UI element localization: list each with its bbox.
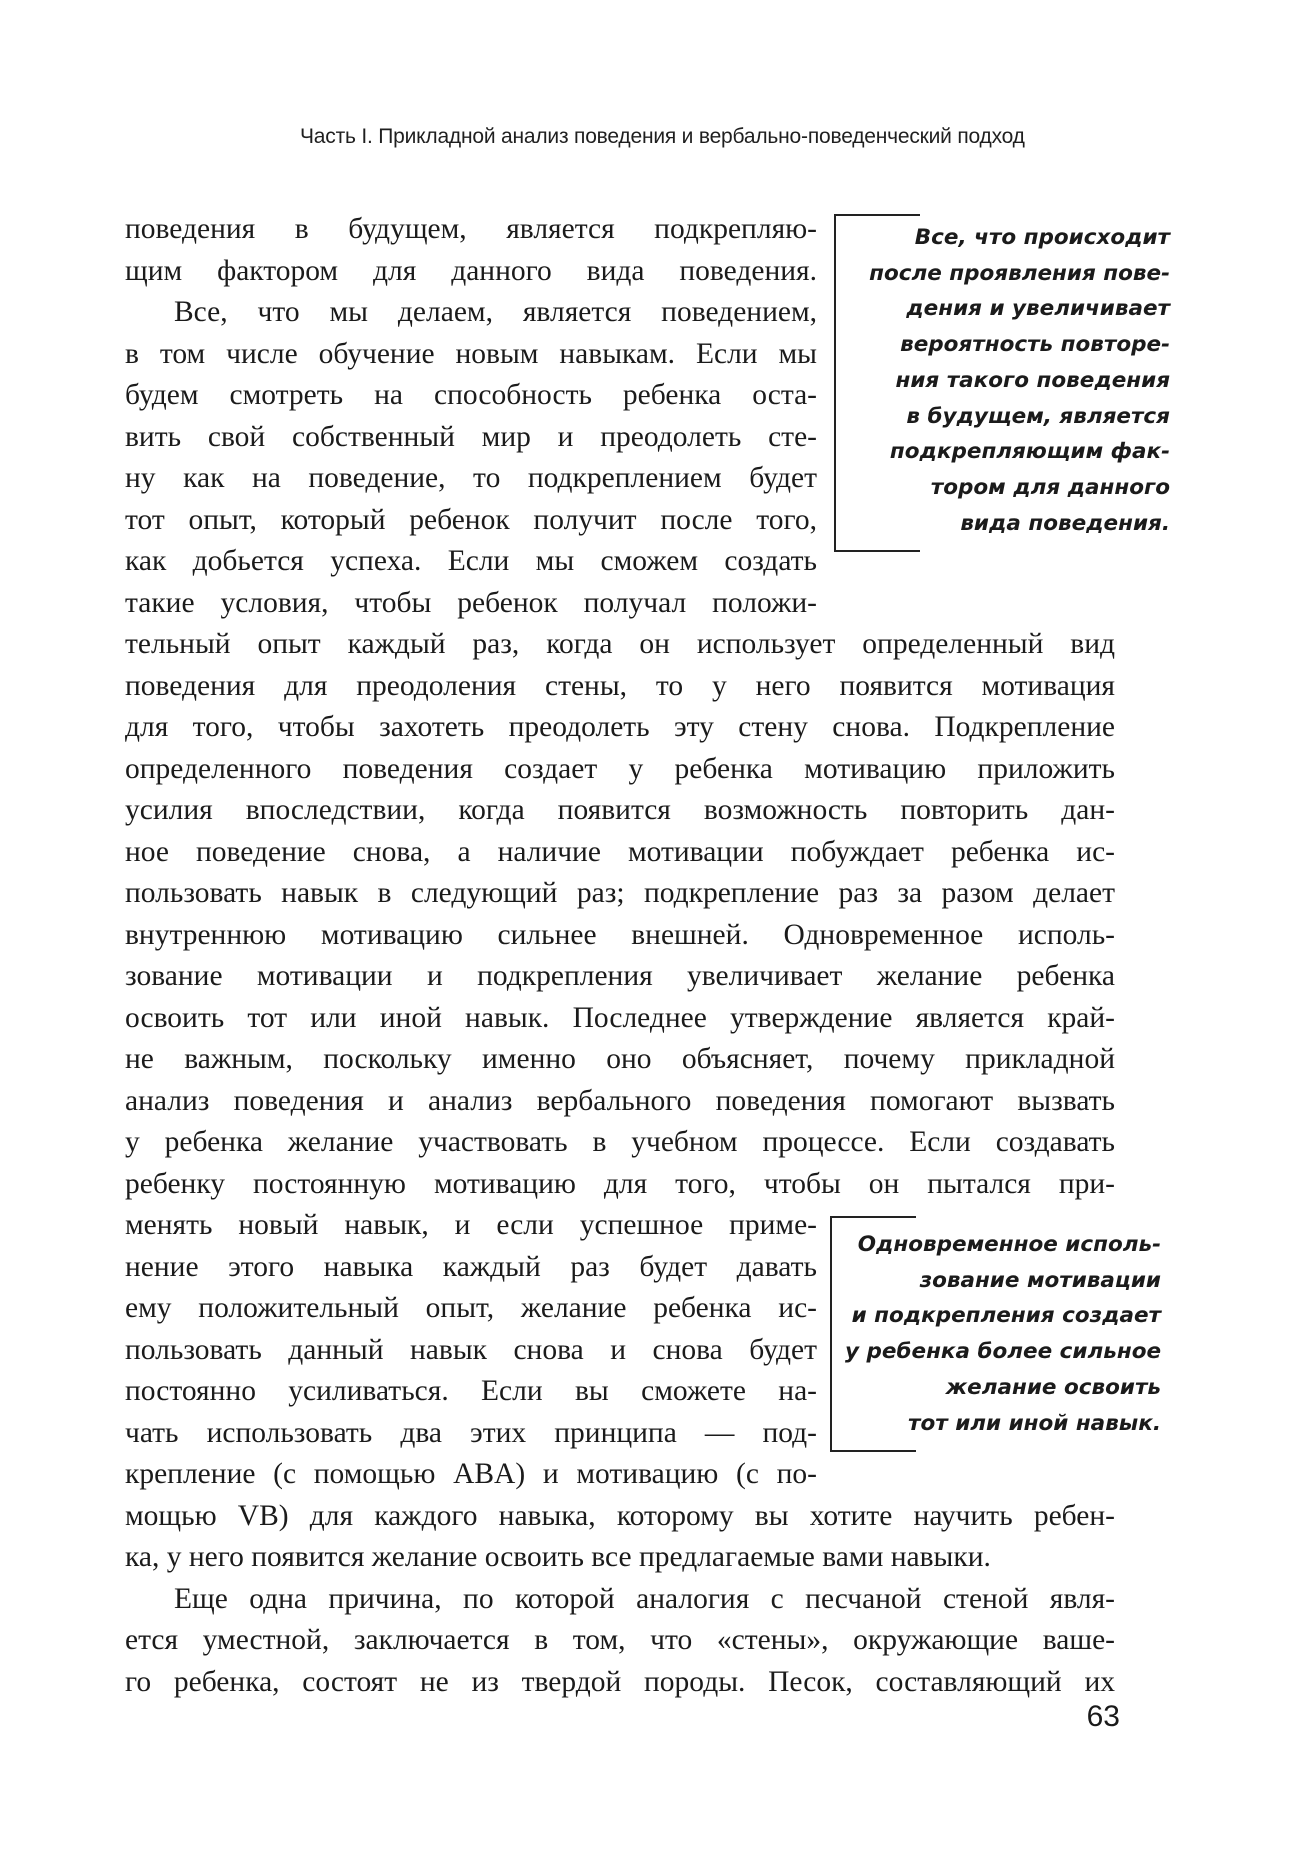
sidebar-line: Все, что происходит [914, 225, 1170, 250]
text-line: ное поведение снова, а наличие мотивации побуждает ребенка ис- [125, 835, 1115, 868]
sidebar-line: дения и увеличивает [906, 296, 1170, 322]
sidebar-line: зование мотивации [919, 1267, 1161, 1293]
bracket-top-rule [834, 214, 920, 216]
sidebar-line: у ребенка более сильное [845, 1339, 1162, 1365]
sidebar-line: тот или иной навык. [908, 1410, 1161, 1436]
text-line: щим фактором для данного вида поведения. [125, 254, 817, 287]
text-line: ется уместной, заключается в том, что «стены», окружающие ваше- [125, 1624, 1115, 1656]
text-line: ребенку постоянную мотивацию для того, чтобы он пытался при- [125, 1167, 1115, 1200]
text-line: го ребенка, состоят не из твердой породы. Песок, составляющий их [125, 1665, 1115, 1698]
text-line: как добьется успеха. Если мы сможем создать [125, 545, 817, 577]
text-line: вить свой собственный мир и преодолеть сте- [125, 420, 817, 453]
text-line: крепление (с помощью ABA) и мотивацию (с по- [125, 1458, 817, 1490]
text-line: такие условия, чтобы ребенок получал положи- [125, 586, 817, 619]
text-line: не важным, поскольку именно оно объясняет, почему прикладной [125, 1043, 1115, 1075]
text-line: у ребенка желание участвовать в учебном процессе. Если создавать [125, 1126, 1115, 1158]
text-line: поведения для преодоления стены, то у него появится мотивация [125, 669, 1115, 702]
bracket-bottom-rule [834, 550, 920, 552]
sidebar-line: и подкрепления создает [851, 1303, 1161, 1329]
text-line: пользовать навык в следующий раз; подкрепление раз за разом делает [125, 877, 1115, 909]
text-line: нение этого навыка каждый раз будет давать [125, 1250, 817, 1283]
page-number: 63 [1086, 1700, 1120, 1733]
text-line: поведения в будущем, является подкрепляю- [125, 213, 817, 245]
sidebar-line: желание освоить [945, 1374, 1161, 1400]
sidebar-text-1 [850, 220, 1170, 541]
text-line: будем смотреть на способность ребенка оста- [125, 379, 817, 411]
bracket-bottom-rule [830, 1450, 916, 1452]
text-line: мощью VB) для каждого навыка, которому вы хотите научить ребен- [125, 1499, 1115, 1532]
text-line: пользовать данный навык снова и снова будет [125, 1333, 817, 1366]
text-line: менять новый навык, и если успешное приме- [125, 1209, 817, 1241]
running-header: Часть I. Прикладной анализ поведения и вербально-поведенческий подход [300, 125, 1025, 148]
bracket-vertical-rule [834, 214, 836, 552]
sidebar-line: подкрепляющим фак- [889, 439, 1170, 465]
text-line: тот опыт, который ребенок получит после того, [125, 503, 817, 536]
text-line: зование мотивации и подкрепления увеличивает желание ребенка [125, 960, 1115, 992]
text-line: ну как на поведение, то подкреплением будет [125, 462, 817, 494]
text-line: усилия впоследствии, когда появится возможность повторить дан- [125, 794, 1115, 826]
text-line: определенного поведения создает у ребенка мотивацию приложить [125, 752, 1115, 785]
sidebar-line: тором для данного [930, 474, 1170, 500]
bracket-top-rule [830, 1216, 916, 1218]
sidebar-text-2 [845, 1227, 1161, 1441]
text-line: в том числе обучение новым навыкам. Если мы [125, 337, 817, 370]
sidebar-line: после проявления пове- [869, 260, 1170, 286]
text-line: ему положительный опыт, желание ребенка ис- [125, 1292, 817, 1324]
text-line: для того, чтобы захотеть преодолеть эту стену снова. Подкрепление [125, 711, 1115, 743]
sidebar-line: вероятность повторе- [900, 332, 1170, 358]
text-line: внутреннюю мотивацию сильнее внешней. Одновременное исполь- [125, 918, 1115, 951]
sidebar-line: Одновременное исполь- [857, 1232, 1161, 1257]
bracket-vertical-rule [830, 1216, 832, 1452]
text-line: постоянно усиливаться. Если вы сможете на- [125, 1375, 817, 1407]
paragraph-start-line: Еще одна причина, по которой аналогия с песчаной стеной явля- [174, 1582, 1115, 1615]
paragraph-end-line: ка, у него появится желание освоить все предлагаемые вами навыки. [125, 1541, 991, 1573]
text-line: тельный опыт каждый раз, когда он использует определенный вид [125, 628, 1115, 660]
sidebar-line: вида поведения. [960, 510, 1170, 536]
sidebar-line: в будущем, является [906, 403, 1170, 429]
text-line: анализ поведения и анализ вербального поведения помогают вызвать [125, 1084, 1115, 1117]
sidebar-line: ния такого поведения [895, 367, 1170, 393]
text-line: чать использовать два этих принципа — под- [125, 1416, 817, 1449]
text-line: освоить тот или иной навык. Последнее утверждение является край- [125, 1001, 1115, 1034]
paragraph-start-line: Все, что мы делаем, является поведением, [174, 296, 817, 328]
